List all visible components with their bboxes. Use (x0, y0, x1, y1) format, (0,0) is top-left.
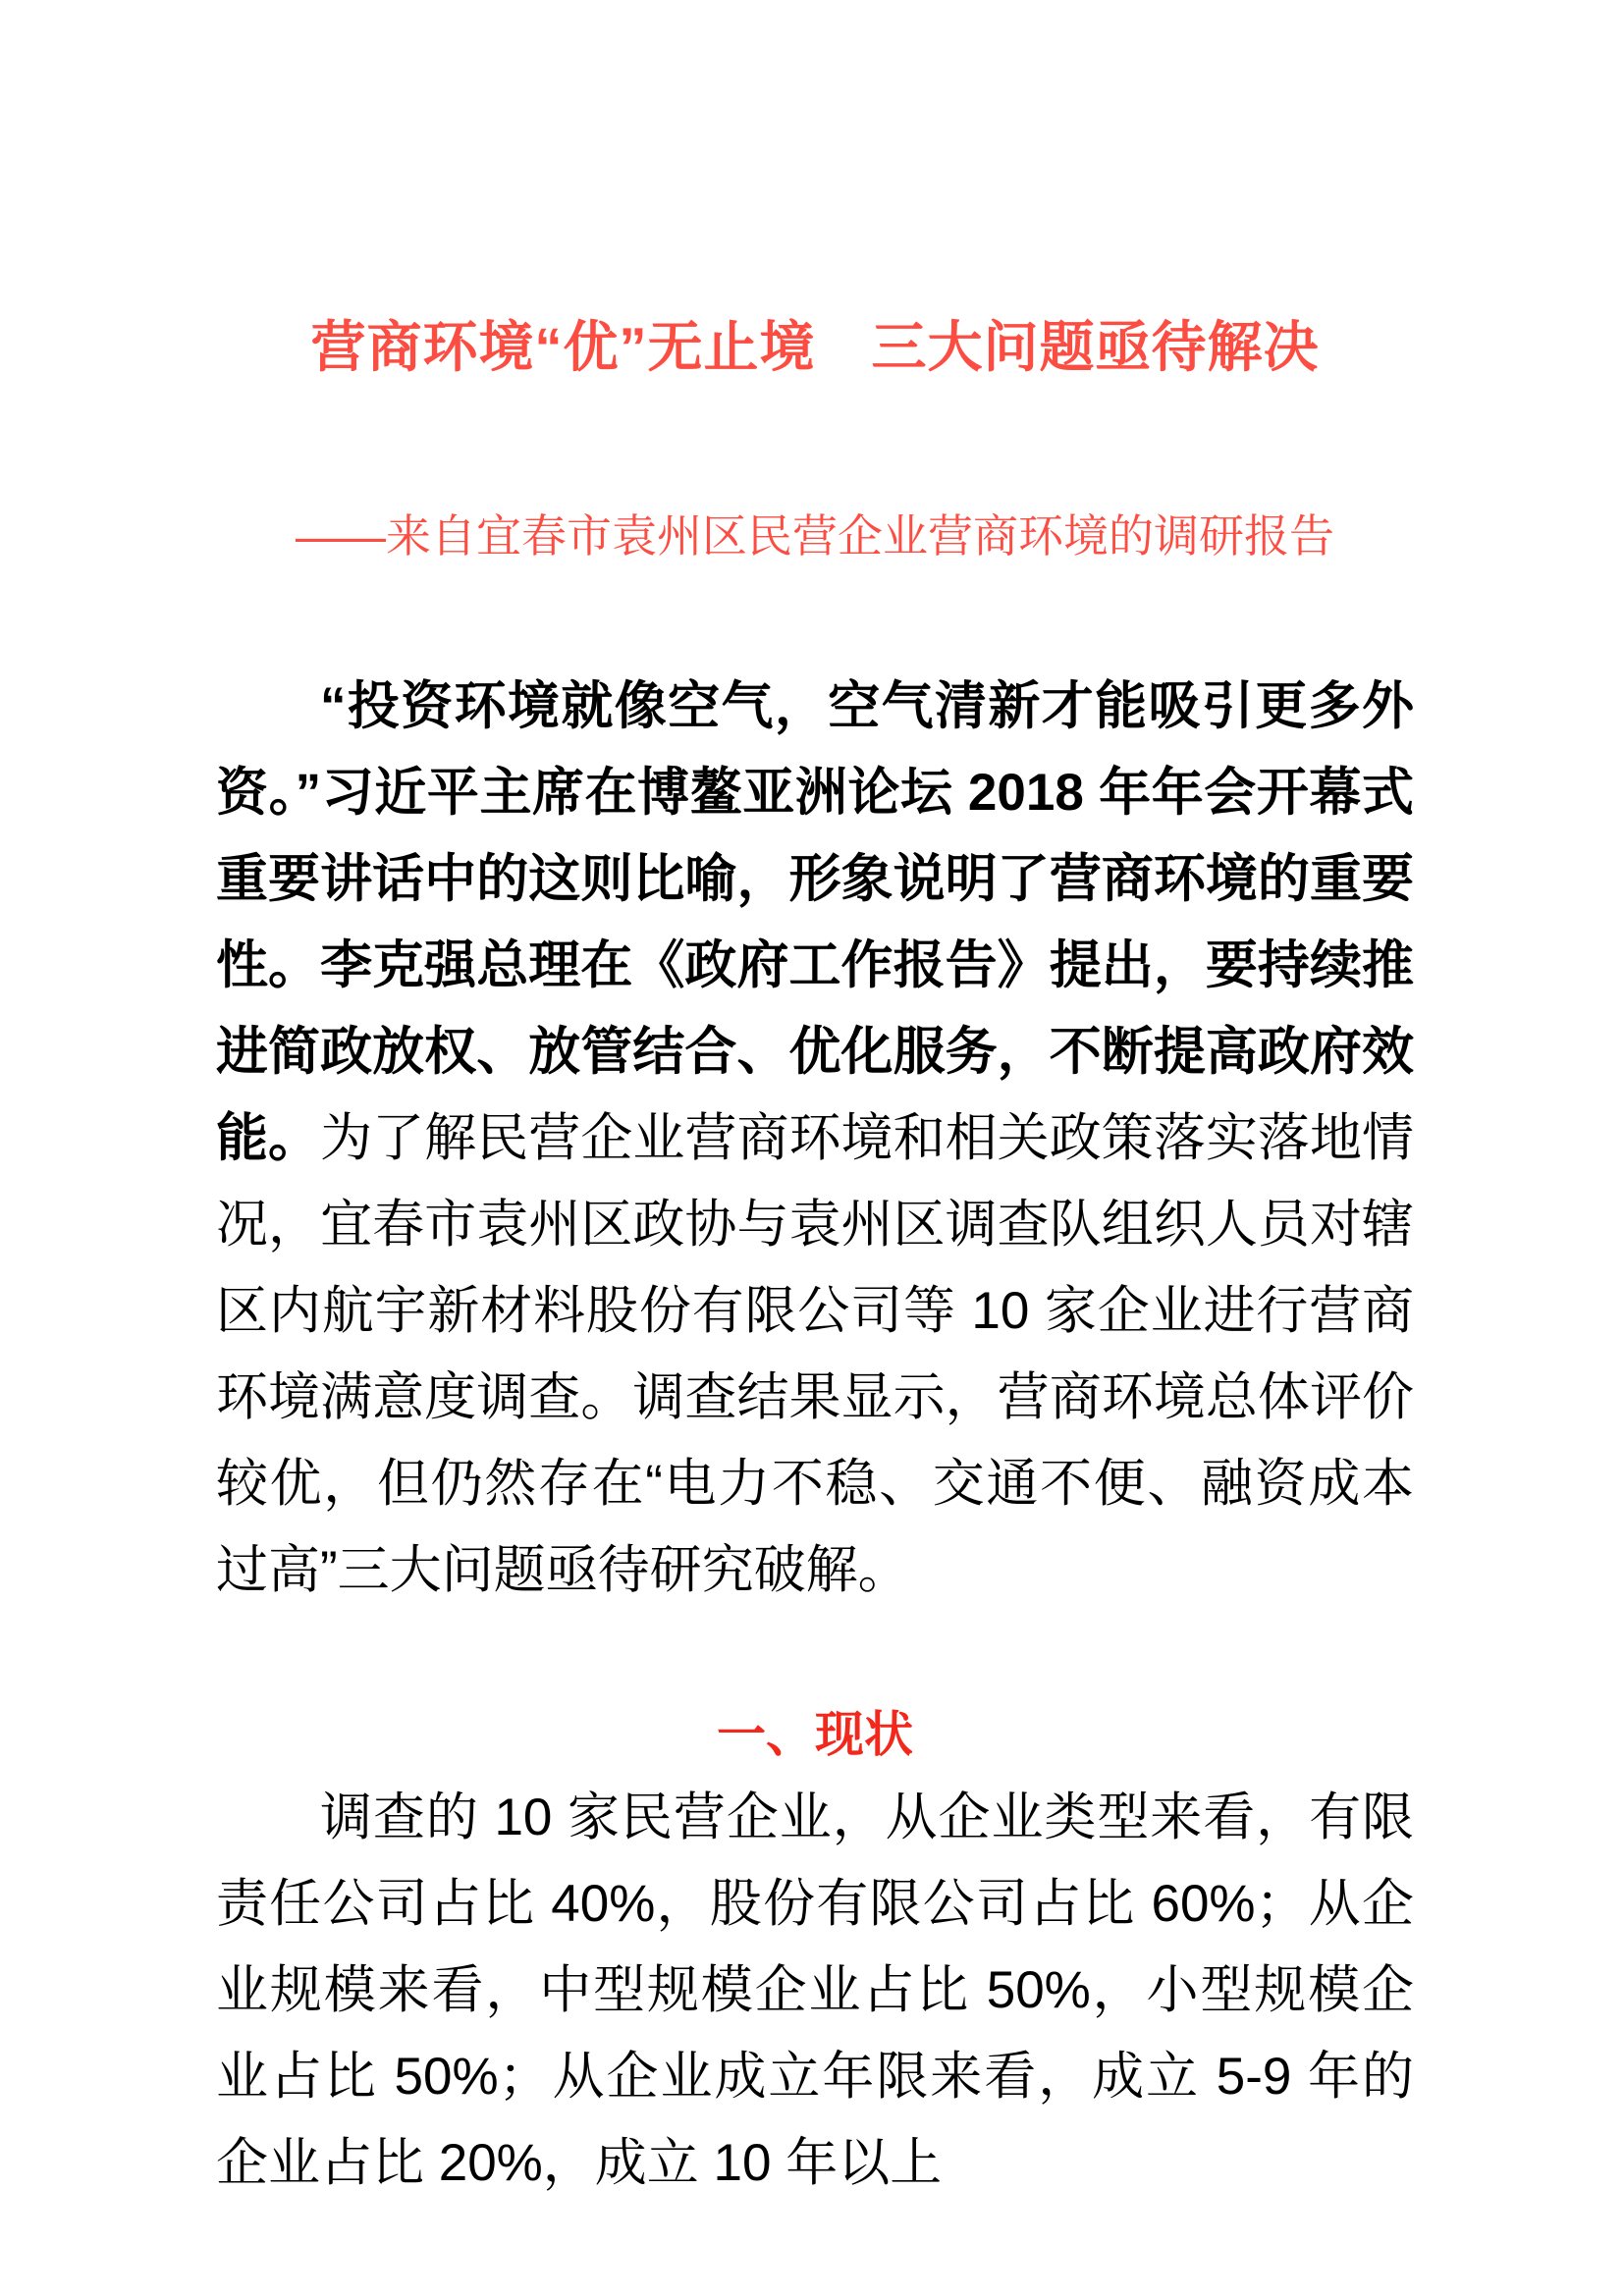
intro-paragraph-bold-segment: “投资环境就像空气，空气清新才能吸引更多外资。”习近平主席在博鳌亚洲论坛 2018 年年会开幕式重要讲话中的这则比喻，形象说明了营商环境的重要性。李克强总理在《政府工作报告》提出，要持续推进简政放权、放管结合、优化服务，不断提高政府效能。 (216, 677, 1414, 1167)
section-1-heading: 一、现状 (717, 1707, 913, 1762)
document-subtitle: ——来自宜春市袁州区民营企业营商环境的调研报告 (296, 510, 1334, 561)
intro-paragraph (216, 664, 1414, 1614)
document-title: 营商环境“优”无止境 三大问题亟待解决 (310, 316, 1320, 378)
section-1-paragraph: 调查的 10 家民营企业，从企业类型来看，有限责任公司占比 40%，股份有限公司占比 60%；从企业规模来看，中型规模企业占比 50%，小型规模企业占比 50%；从企业成立年限来看，成立 5-9 年的企业占比 20%，成立 10 年以上 (216, 1789, 1414, 2192)
intro-paragraph-regular-segment: 为了解民营企业营商环境和相关政策落实落地情况，宜春市袁州区政协与袁州区调查队组织人员对辖区内航宇新材料股份有限公司等 10 家企业进行营商环境满意度调查。调查结果显示，营商环境总体评价较优，但仍然存在“电力不稳、交通不便、融资成本过高”三大问题亟待研究破解。 (216, 1109, 1415, 1599)
